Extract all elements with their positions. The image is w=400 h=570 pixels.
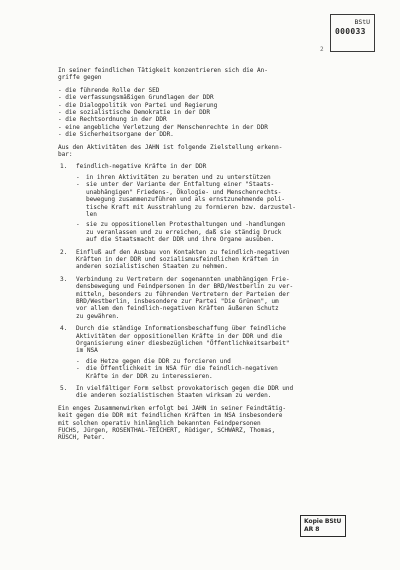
numbered-item-5: [58, 385, 358, 400]
text-line: zu veranlassen und zu erreichen, daß sie ständig Druck: [86, 228, 282, 236]
text-line: auf die Staatsmacht der DDR und ihre Organe ausüben.: [86, 236, 275, 244]
text-line: len: [86, 210, 97, 218]
closing-paragraph: [58, 405, 358, 442]
text-line: FUCHS, Jürgen, ROSENTHAL-TEICHERT, Rüdiger, SCHWARZ, Thomas,: [58, 427, 276, 435]
sub-item: - sie zu oppositionellen Protesthaltungen und -handlungen zu veranlassen und zu erreichen, daß sie ständig Druck auf die Staatsmacht der DDR und ihre Organe ausüben.: [76, 221, 358, 243]
text-line: anderen sozialistischen Staaten zu nehmen.: [76, 263, 228, 271]
text-line: unabhängigen" Friedens-, Ökologie- und Menschenrechts-: [86, 188, 282, 196]
text-line: BRD/Westberlin, insbesondere zur Partei "Die Grünen", um: [76, 297, 279, 305]
numbered-item-2: [58, 249, 358, 271]
text-line: sie zu oppositionellen Protesthaltungen und -handlungen: [86, 221, 286, 229]
numbered-item-4: [58, 325, 358, 380]
item-number: 2.: [60, 248, 68, 256]
text-line: Aktivitäten der oppositionellen Kräfte in der DDR und die: [76, 332, 283, 340]
text-line: die Hetze gegen die DDR zu forcieren und: [86, 357, 231, 365]
target-item: - die Sicherheitsorgane der DDR.: [58, 131, 174, 139]
text-line: mit solchen operativ hinlänglich bekannten Feindpersonen: [58, 419, 261, 427]
text-line: RÜSCH, Peter.: [58, 434, 106, 442]
intro-paragraph: [58, 67, 358, 82]
text-line: Kräfte in der DDR zu interessieren.: [86, 372, 213, 380]
text-line: tische Kraft mit Ausstrahlung zu formieren bzw. darzustel-: [86, 203, 296, 211]
text-line: In seiner feindlichen Tätigkeit konzentrieren sich die An-: [58, 67, 268, 74]
archive-stamp-number: 000033: [335, 27, 366, 36]
archive-stamp-tag: BStU: [354, 18, 370, 26]
item-number: 4.: [60, 325, 68, 333]
target-item: - die führende Rolle der SED: [58, 86, 160, 94]
text-line: Ein enges Zusammenwirken erfolgt bei JAHN in seiner Feindtätig-: [58, 404, 286, 412]
text-line: Verbindung zu Vertretern der sogenannten unabhängigen Frie-: [76, 275, 290, 283]
text-line: die Öffentlichkeit im NSA für die feindlich-negativen: [86, 365, 278, 373]
item-number: 3.: [60, 275, 68, 283]
text-line: Durch die ständige Informationsbeschaffung über feindliche: [76, 325, 286, 333]
copy-stamp-line2: AR 8: [304, 525, 320, 533]
text-line: sie unter der Variante der Entfaltung einer "Staats-: [86, 181, 275, 189]
target-item: - die Rechtsordnung in der DDR: [58, 116, 167, 124]
sub-item: - sie unter der Variante der Entfaltung einer "Staats- unabhängigen" Friedens-, Ökologie- und Menschenrechts- bewegung zusammenzuführen und als ernstzunehmende poli- tische Kraft mit Ausstrahlung zu formieren bzw. darzustel- len: [76, 181, 358, 218]
item-number: 5.: [60, 385, 68, 393]
sub-item: - die Hetze gegen die DDR zu forcieren und: [76, 358, 358, 365]
text-line: mitteln, besonders zu führenden Vertretern der Parteien der: [76, 290, 290, 298]
target-item: - die verfassungsmäßigen Grundlagen der DDR: [58, 94, 214, 102]
text-line: Aus den Aktivitäten des JAHN ist folgende Zielstellung erkenn-: [58, 143, 283, 151]
item-number: 1.: [60, 163, 68, 171]
target-list: [58, 87, 358, 139]
text-line: die anderen sozialistischen Staaten wirksam zu werden.: [76, 392, 272, 400]
text-line: griffe gegen: [58, 74, 102, 82]
document-body: [58, 67, 358, 442]
text-line: densbewegung und Feindpersonen in der BRD/Westberlin zu ver-: [76, 283, 294, 291]
goal-intro: [58, 144, 358, 159]
numbered-item-1: [58, 163, 358, 243]
text-line: Kräften in der DDR und sozialismusfeindlichen Kräften in: [76, 255, 279, 263]
sub-item: - in ihren Aktivitäten zu beraten und zu unterstützen: [76, 174, 358, 181]
text-line: Organisierung einer diesbezüglichen "Öffentlichkeitsarbeit": [76, 340, 290, 347]
text-line: bewegung zusammenzuführen und als ernstzunehmende poli-: [86, 196, 286, 204]
page-number: 2: [320, 46, 324, 53]
copy-stamp-line1: Kopie BStU: [304, 518, 342, 525]
numbered-item-3: [58, 276, 358, 320]
text-line: vor allem den feindlich-negativen Kräften äußeren Schutz: [76, 305, 279, 313]
text-line: Einfluß auf den Ausbau von Kontakten zu feindlich-negativen: [76, 248, 290, 256]
target-item: - die Dialogpolitik von Partei und Regierung: [58, 101, 218, 109]
text-line: im NSA: [76, 347, 98, 355]
text-line: keit gegen die DDR mit feindlichen Kräften im NSA insbesondere: [58, 412, 283, 420]
text-line: feindlich-negative Kräfte in der DDR: [76, 163, 207, 171]
archive-stamp: [330, 14, 375, 52]
text-line: In vielfältiger Form selbst provokatorisch gegen die DDR und: [76, 385, 294, 393]
text-line: zu gewähren.: [76, 312, 120, 320]
text-line: bar:: [58, 151, 73, 159]
text-line: in ihren Aktivitäten zu beraten und zu unterstützen: [86, 173, 271, 181]
sub-item: - die Öffentlichkeit im NSA für die feindlich-negativen Kräfte in der DDR zu interessieren.: [76, 365, 358, 380]
target-item: - eine angebliche Verletzung der Menschenrechte in der DDR: [58, 123, 268, 131]
target-item: - die sozialistische Demokratie in der DDR: [58, 109, 210, 117]
copy-stamp: [300, 515, 346, 537]
